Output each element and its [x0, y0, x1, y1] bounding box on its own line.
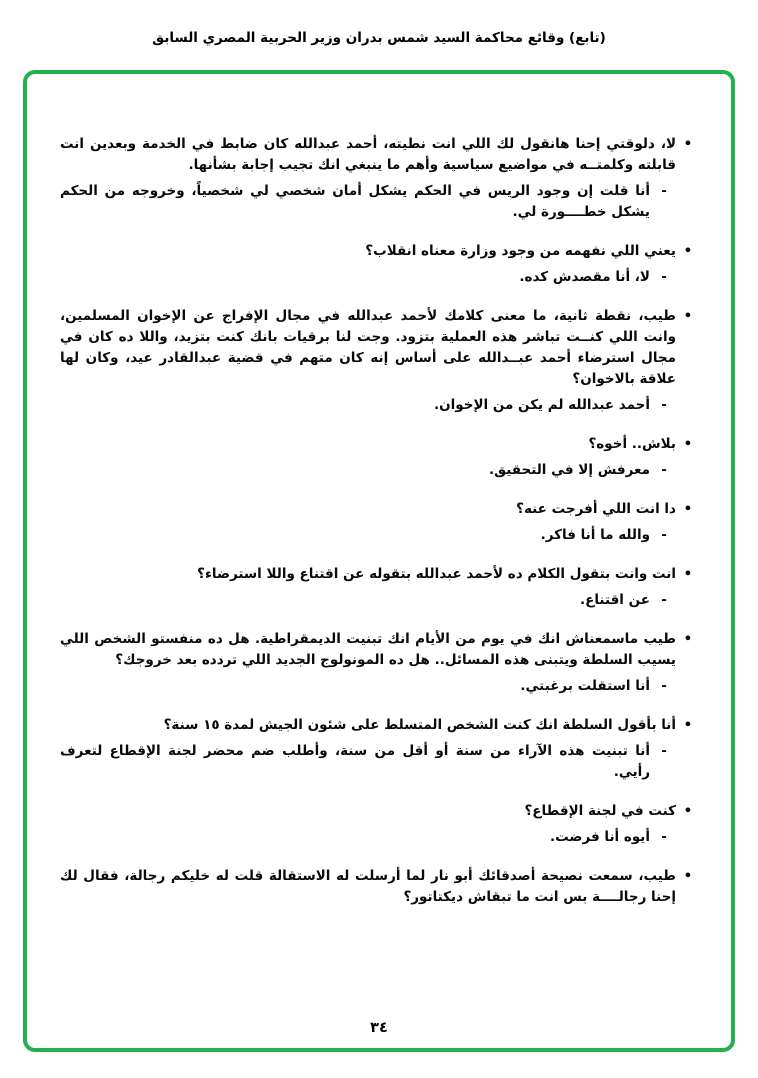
- question-item: [60, 241, 696, 262]
- bullet-marker: •: [683, 803, 693, 819]
- question-text: طيب، نقطة ثانية، ما معنى كلامك لأحمد عبدالله في مجال الإفراج عن الإخوان المسلمين، وانت اللي كنــت تباشر هذه العملية بتزود. وجت لنا برقيات بانك كنت بتزيد، واللا ده كان في مجال استرضاء أحمد عبــدالله على أساس إنه كان متهم في قضية عبدالقادر عيد، وكان لها علاقة بالاخوان؟: [60, 308, 676, 387]
- dash-marker: -: [661, 743, 667, 759]
- bullet-marker: •: [683, 436, 693, 452]
- answer-item: [60, 590, 696, 611]
- bullet-marker: •: [683, 717, 693, 733]
- bullet-marker: •: [683, 308, 693, 324]
- dash-marker: -: [661, 462, 667, 478]
- bullet-marker: •: [683, 243, 693, 259]
- answer-text: أنا تبنيت هذه الآراء من سنة أو أقل من سنة، وأطلب ضم محضر لجنة الإقطاع لتعرف رأيي.: [60, 743, 650, 780]
- answer-item: [60, 267, 696, 288]
- question-text: كنت في لجنة الإقطاع؟: [524, 803, 676, 819]
- page-number: ٣٤: [370, 1020, 388, 1036]
- question-text: يعني اللي نفهمه من وجود وزارة معناه انقلاب؟: [365, 243, 676, 259]
- answer-text: أحمد عبدالله لم يكن من الإخوان.: [433, 397, 650, 413]
- question-item: [60, 564, 696, 585]
- answer-text: أنا قلت إن وجود الريس في الحكم يشكل أمان شخصي لي شخصياً، وخروجه من الحكم يشكل خطــــورة لي.: [60, 183, 650, 220]
- dash-marker: -: [661, 527, 667, 543]
- answer-item: [60, 395, 696, 416]
- answer-item: [60, 827, 696, 848]
- page-title: (تابع) وقائع محاكمة السيد شمس بدران وزير الحربية المصري السابق: [152, 30, 606, 46]
- answer-text: أنا استقلت برغبتي.: [520, 678, 650, 694]
- dash-marker: -: [661, 269, 667, 285]
- dash-marker: -: [661, 678, 667, 694]
- dash-marker: -: [661, 829, 667, 845]
- answer-item: [60, 460, 696, 481]
- answer-text: والله ما أنا فاكر.: [540, 527, 650, 543]
- bullet-marker: •: [683, 136, 693, 152]
- answer-text: عن اقتناع.: [580, 592, 650, 608]
- question-text: انت وانت بتقول الكلام ده لأحمد عبدالله بتقوله عن اقتناع واللا استرضاء؟: [197, 566, 676, 582]
- question-item: [60, 134, 696, 176]
- answer-item: [60, 676, 696, 697]
- bullet-marker: •: [683, 631, 693, 647]
- question-text: دا انت اللي أفرجت عنه؟: [516, 501, 676, 517]
- question-text: أنا بأقول السلطة انك كنت الشخص المتسلط على شئون الجيش لمدة ١٥ سنة؟: [163, 717, 676, 733]
- question-text: طيب ماسمعناش انك في يوم من الأيام انك تبنيت الديمقراطية. هل ده منفستو الشخص اللي يسيب السلطة ويتبنى هذه المسائل.. هل ده المونولوج الجديد اللي تردده بعد خروجك؟: [60, 631, 676, 668]
- answer-text: معرفش إلا في التحقيق.: [488, 462, 650, 478]
- answer-text: أيوه أنا فرضت.: [550, 829, 650, 845]
- bullet-marker: •: [683, 566, 693, 582]
- answer-item: [60, 741, 696, 783]
- dash-marker: -: [661, 592, 667, 608]
- answer-text: لا، أنا مقصدش كده.: [519, 269, 650, 285]
- question-item: [60, 629, 696, 671]
- question-item: [60, 499, 696, 520]
- question-item: [60, 306, 696, 390]
- bullet-marker: •: [683, 501, 693, 517]
- question-item: [60, 866, 696, 908]
- dialog-transcript: [60, 134, 696, 913]
- question-item: [60, 715, 696, 736]
- dash-marker: -: [661, 397, 667, 413]
- answer-item: [60, 181, 696, 223]
- question-text: طيب، سمعت نصيحة أصدقائك أبو نار لما أرسلت له الاستقالة قلت له خليكم رجالة، فقال لك إحنا رجالــــة بس انت ما تبقاش ديكتاتور؟: [60, 868, 676, 905]
- answer-item: [60, 525, 696, 546]
- question-text: لا، دلوقتي إحنا هانقول لك اللي انت نطيته، أحمد عبدالله كان ضابط في الخدمة وبعدين انت قابلته وكلمتــه في مواضيع سياسية وأهم ما ينبغي انك تجيب إجابة بشأنها.: [60, 136, 676, 173]
- question-item: [60, 801, 696, 822]
- bullet-marker: •: [683, 868, 693, 884]
- dash-marker: -: [661, 183, 667, 199]
- question-text: بلاش.. أخوه؟: [588, 436, 676, 452]
- question-item: [60, 434, 696, 455]
